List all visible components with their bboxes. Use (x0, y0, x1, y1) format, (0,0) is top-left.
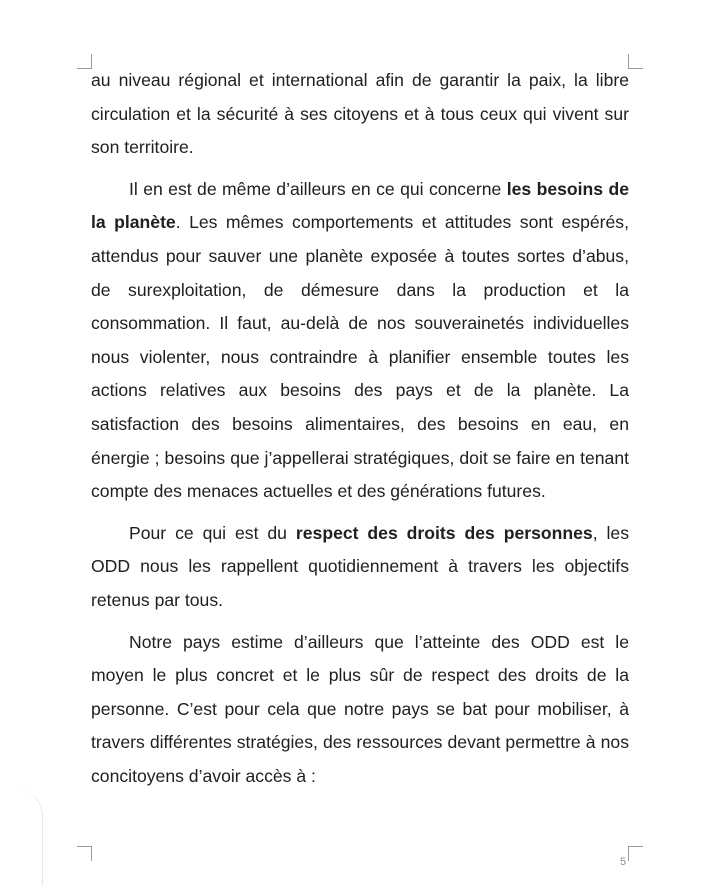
page-number: 5 (620, 856, 627, 868)
paragraph-1 (91, 64, 629, 165)
crop-mark-bottom-left (77, 846, 92, 861)
paragraph-2-text-b: . Les mêmes comportements et attitudes sont espérés, attendus pour sauver une planète exposée à toutes sortes d’abus, de surexploitation, de démesure dans la production et la consommation. Il faut, au-delà de nos souverainetés individuelles nous violenter, nous contraindre à planifier ensemble toutes les actions relatives aux besoins des pays et de la planète. La satisfaction des besoins alimentaires, des besoins en eau, en énergie ; besoins que j’appellerai stratégiques, doit se faire en tenant compte des menaces actuelles et des générations futures. (91, 212, 629, 502)
document-body[interactable] (91, 64, 629, 801)
paragraph-3-bold: respect des droits des personnes (295, 522, 593, 543)
paragraph-4-text: Notre pays estime d’ailleurs que l’atteinte des ODD est le moyen le plus concret et le plus sûr de respect des droits de la personne. C’est pour cela que notre pays se bat pour mobiliser, à travers différentes stratégies, des ressources devant permettre à nos concitoyens d’avoir accès à : (91, 631, 629, 786)
paragraph-3 (91, 517, 629, 618)
crop-mark-top-right (628, 54, 643, 69)
paragraph-2-bold: les besoins de la planète (91, 178, 630, 233)
paragraph-4 (91, 626, 629, 794)
crop-mark-top-left (77, 54, 92, 69)
scroll-edge (0, 790, 43, 886)
paragraph-2-text-a: Il en est de même d’ailleurs en ce qui concerne (129, 178, 507, 199)
crop-mark-bottom-right (628, 846, 643, 861)
paragraph-1-text: au niveau régional et international afin de garantir la paix, la libre circulation et la sécurité à ses citoyens et à tous ceux qui vivent sur son territoire. (91, 70, 629, 158)
paragraph-2 (91, 173, 629, 509)
paragraph-3-text-a: Pour ce qui est du (129, 522, 296, 543)
paragraph-3-text-b: , les ODD nous les rappellent quotidiennement à travers les objectifs retenus par tous. (91, 522, 629, 610)
